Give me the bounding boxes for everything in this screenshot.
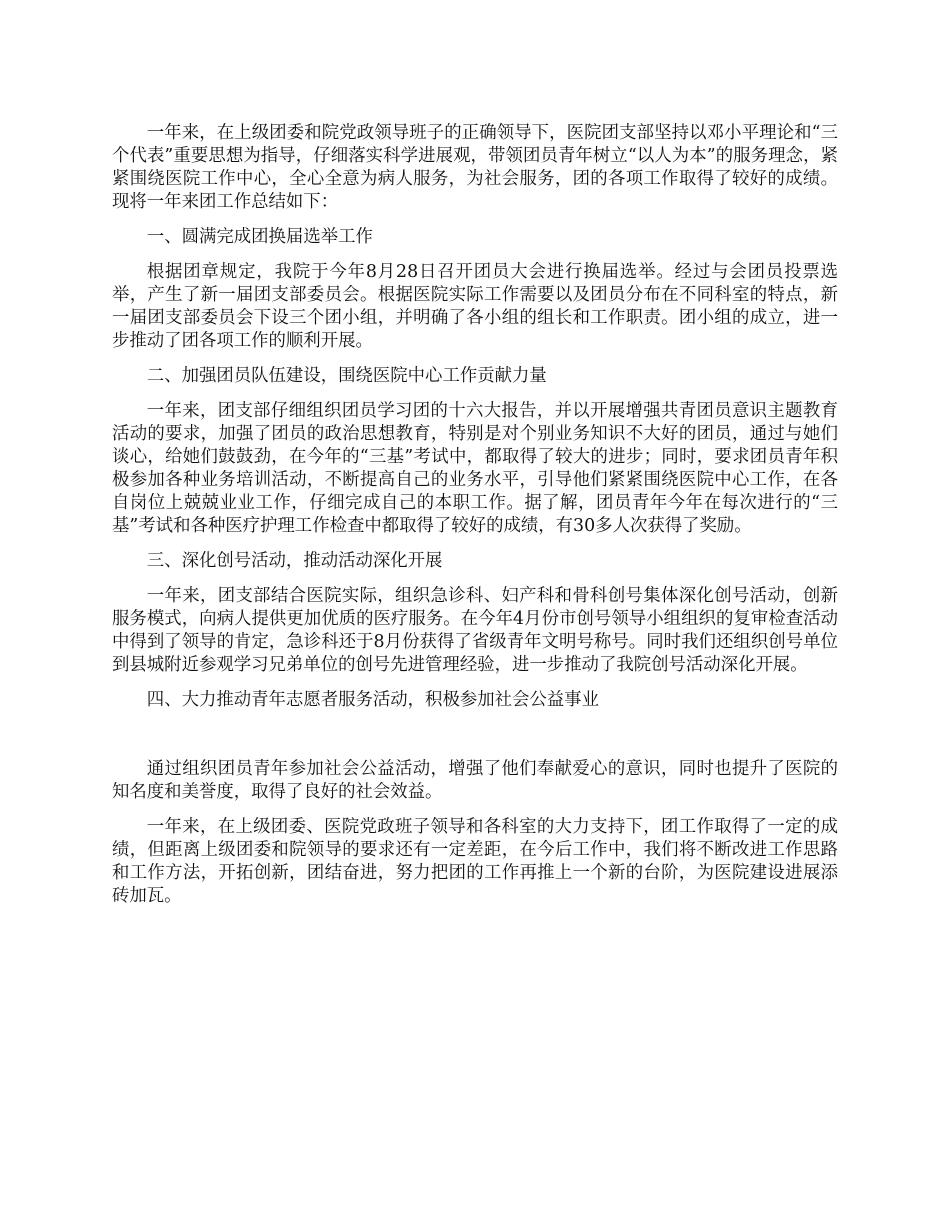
section-2-paragraph: 一年来，团支部仔细组织团员学习团的十六大报告，并以开展增强共青团员意识主题教育活动的要求，加强了团员的政治思想教育，特别是对个别业务知识不大好的团员，通过与她们谈心，给她们鼓鼓劲，在今年的“三基”考试中，都取得了较大的进步；同时，要求团员青年积极参加各种业务培训活动，不断提高自己的业务水平，引导他们紧紧围绕医院中心工作，在各自岗位上兢兢业业工作，仔细完成自己的本职工作。据了解，团员青年今年在每次进行的“三基”考试和各种医疗护理工作检查中都取得了较好的成绩，有30多人次获得了奖励。 [112,401,838,536]
section-1-heading: 一、圆满完成团换届选举工作 [146,227,373,247]
blank-gap [112,724,838,758]
section-4-heading: 四、大力推动青年志愿者服务活动，积极参加社会公益事业 [146,690,599,710]
section-2-heading: 二、加强团员队伍建设，围绕医院中心工作贡献力量 [146,366,547,386]
intro-paragraph: 一年来，在上级团委和院党政领导班子的正确领导下，医院团支部坚持以邓小平理论和“三个代表”重要思想为指导，仔细落实科学进展观，带领团员青年树立“以人为本”的服务理念，紧紧围绕医院工作中心，全心全意为病人服务，为社会服务，团的各项工作取得了较好的成绩。现将一年来团工作总结如下： [112,123,838,212]
section-3-paragraph: 一年来，团支部结合医院实际，组织急诊科、妇产科和骨科创号集体深化创号活动，创新服务模式，向病人提供更加优质的医疗服务。在今年4月份市创号领导小组组织的复审检查活动中得到了领导的肯定，急诊科还于8月份获得了省级青年文明号称号。同时我们还组织创号单位到县城附近参观学习兄弟单位的创号先进管理经验，进一步推动了我院创号活动深化开展。 [112,586,838,675]
document-body [112,122,838,920]
section-4-paragraph: 通过组织团员青年参加社会公益活动，增强了他们奉献爱心的意识，同时也提升了医院的知名度和美誉度，取得了良好的社会效益。 [112,759,838,802]
section-3-heading: 三、深化创号活动，推动活动深化开展 [146,551,443,571]
conclusion-paragraph: 一年来，在上级团委、医院党政班子领导和各科室的大力支持下，团工作取得了一定的成绩，但距离上级团委和院领导的要求还有一定差距，在今后工作中，我们将不断改进工作思路和工作方法，开拓创新，团结奋进，努力把团的工作再推上一个新的台阶，为医院建设进展添砖加瓦。 [112,817,838,906]
section-1-paragraph: 根据团章规定，我院于今年8月28日召开团员大会进行换届选举。经过与会团员投票选举，产生了新一届团支部委员会。根据医院实际工作需要以及团员分布在不同科室的特点，新一届团支部委员会下设三个团小组，并明确了各小组的组长和工作职责。团小组的成立，进一步推动了团各项工作的顺利开展。 [112,262,838,351]
